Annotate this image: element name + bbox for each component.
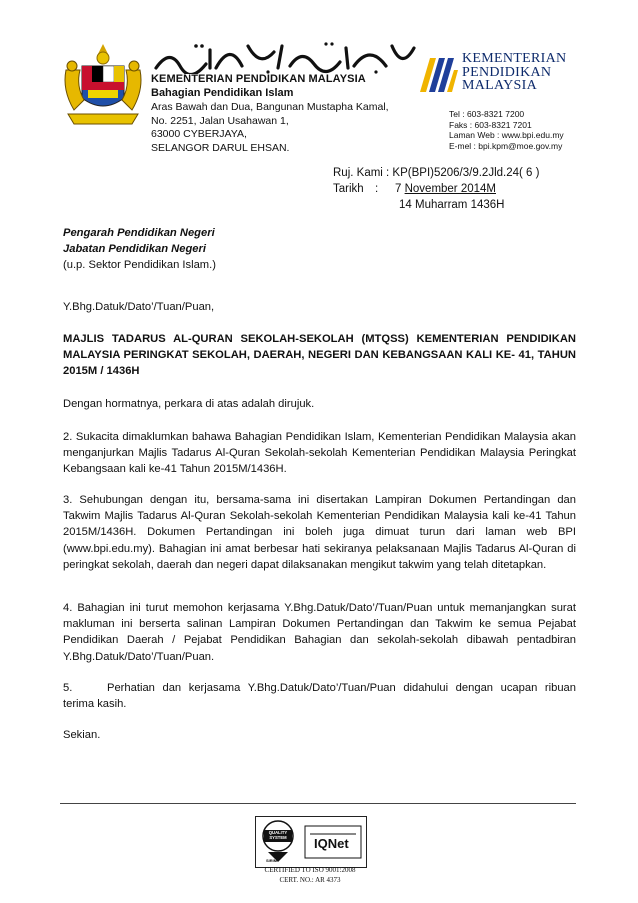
contact-email: E-mel : bpi.kpm@moe.gov.my: [449, 141, 563, 152]
address-line: Aras Bawah dan Dua, Bangunan Mustapha Kamal,: [151, 101, 389, 113]
quality-system-label: QUALITY SYSTEM: [268, 830, 288, 840]
paragraph-5: [63, 680, 576, 712]
kpm-logo-text: [462, 52, 566, 93]
contact-fax: Faks : 603-8321 7201: [449, 119, 532, 130]
paragraph-4: 4. Bahagian ini turut memohon kerjasama Y.Bhg.Datuk/Dato’/Tuan/Puan untuk memanjangkan surat makluman ini berserta salinan Lampiran Dokumen Pertandingan dan Takwim ke semua Pejabat Pendidikan Daerah / Pejabat Pendidikan Bahagian dan sekolah-sekolah dibawah pentadbiran Y.Bhg.Datuk/Dato’/Tuan/Puan.: [63, 602, 576, 663]
logo-line: PENDIDIKAN: [462, 64, 552, 80]
logo-line: KEMENTERIAN: [462, 51, 567, 66]
address-block: [151, 101, 389, 155]
date-day: 7: [395, 183, 405, 195]
address-line: SELANGOR DARUL EHSAN.: [151, 141, 290, 154]
date-row: [333, 181, 539, 197]
date-month: November 2014M: [404, 183, 496, 195]
iqnet-label: IQNet: [314, 836, 349, 851]
salutation: Y.Bhg.Datuk/Dato’/Tuan/Puan,: [63, 301, 215, 313]
contact-tel: Tel : 603-8321 7200: [449, 109, 525, 119]
date-label: Tarikh: [333, 183, 364, 195]
date-separator: :: [375, 183, 379, 195]
reference-block: [333, 165, 539, 213]
paragraph-5-number: 5.: [63, 682, 73, 694]
hijri-date: 14 Muharram 1436H: [399, 199, 505, 211]
ministry-name: KEMENTERIAN PENDIDIKAN MALAYSIA: [151, 73, 366, 85]
recipient-line: (u.p. Sektor Pendidikan Islam.): [63, 259, 216, 272]
certification-badges: [255, 816, 367, 868]
paragraph-5-text: Perhatian dan kerjasama Y.Bhg.Datuk/Dato’/Tuan/Puan didahului dengan ucapan ribuan terima kasih.: [63, 682, 576, 711]
contact-web: Laman Web : www.bpi.edu.my: [449, 130, 564, 141]
cert-iso: CERTIFIED TO ISO 9001:2008: [264, 866, 356, 874]
recipient-line: Jabatan Pendidikan Negeri: [63, 243, 206, 256]
certification-text: [255, 866, 365, 885]
division-name: Bahagian Pendidikan Islam: [151, 87, 294, 99]
address-line: No. 2251, Jalan Usahawan 1,: [151, 114, 289, 127]
paragraph-2: 2. Sukacita dimaklumkan bahawa Bahagian Pendidikan Islam, Kementerian Pendidikan Malaysia akan menganjurkan Majlis Tadarus Al-Quran Sekolah-sekolah Kementerian Pendidikan Malaysia Peringkat Kebangsaan kali ke-41 Tahun 2015M/1436H.: [63, 431, 576, 476]
paragraph-1: Dengan hormatnya, perkara di atas adalah dirujuk.: [63, 398, 315, 410]
malaysia-coat-of-arms-icon: [58, 40, 148, 132]
contact-block: [449, 109, 564, 152]
kpm-logo-icon: [418, 52, 458, 96]
footer-divider: [60, 803, 576, 804]
paragraph-3: 3. Sehubungan dengan itu, bersama-sama ini disertakan Lampiran Dokumen Pertandingan dan Takwim Majlis Tadarus Al-Quran Sekolah-sekolah Kementerian Pendidikan Malaysia kali ke-41 Tahun 2015M/1436H. Dokumen Pertandingan ini boleh juga dimuat turun dari laman web BPI (www.bpi.edu.my). Bahagian ini amat berbesar hati sekiranya pelaksanaan Majlis Tadarus Al-Quran di peringkat sekolah, daerah dan negeri dapat dilaksanakan mengikut takwim yang telah ditetapkan.: [63, 494, 576, 571]
closing: Sekian.: [63, 729, 101, 741]
subject-heading: MAJLIS TADARUS AL-QURAN SEKOLAH-SEKOLAH (MTQSS) KEMENTERIAN PENDIDIKAN MALAYSIA PERINGKAT SEKOLAH, DAERAH, NEGERI DAN KEBANGSAAN KALI KE- 41, TAHUN 2015M / 1436H: [63, 333, 576, 378]
reference-number: Ruj. Kami : KP(BPI)5206/3/9.2Jld.24( 6 ): [333, 167, 540, 179]
address-line: 63000 CYBERJAYA,: [151, 128, 247, 140]
recipient-block: [63, 225, 576, 274]
sirim-label: SIRIM: [266, 858, 278, 863]
recipient-line: Pengarah Pendidikan Negeri: [63, 227, 215, 239]
logo-line: MALAYSIA: [462, 78, 538, 93]
cert-number: CERT. NO.: AR 4373: [279, 875, 341, 884]
jawi-heading-image: [150, 38, 420, 74]
